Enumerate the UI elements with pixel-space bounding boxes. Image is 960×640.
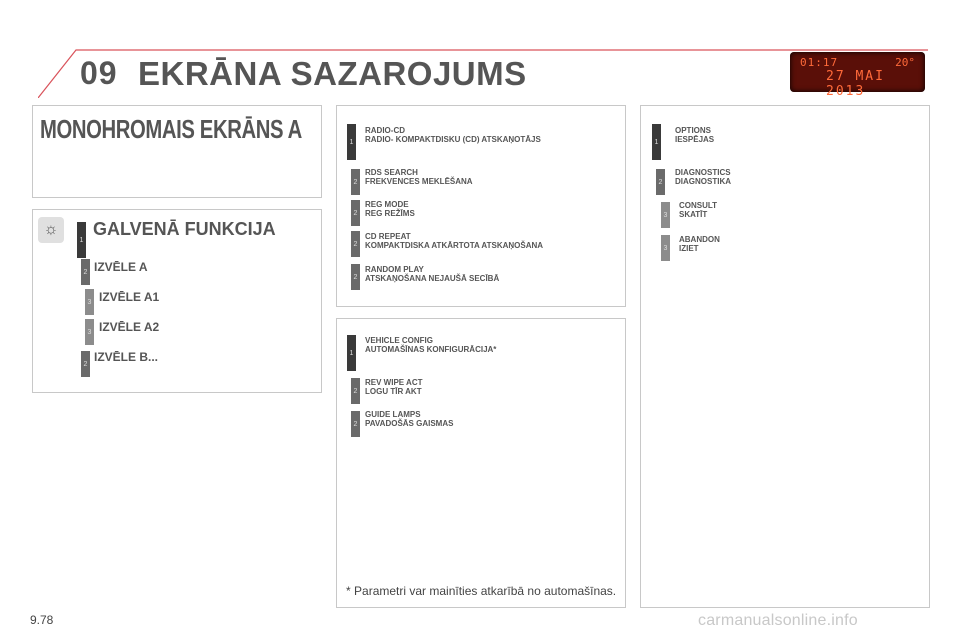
- menu-item-line1: RADIO-CD: [365, 126, 405, 135]
- light-bulb-icon: ☼: [38, 217, 64, 243]
- menu-item-line1: REG MODE: [365, 200, 409, 209]
- menu-item-line1: REV WIPE ACT: [365, 378, 423, 387]
- footnote-text: Parametri var mainīties atkarībā no automašīnas.: [354, 584, 617, 598]
- footnote: [346, 584, 616, 598]
- level-tab: 3: [85, 319, 94, 345]
- menu-item-line1: ABANDON: [679, 235, 720, 244]
- level-tab: 2: [351, 200, 360, 226]
- legend-main-function: GALVENĀ FUNKCIJA: [93, 219, 276, 239]
- level-tab: 2: [351, 411, 360, 437]
- menu-item-line2: DIAGNOSTIKA: [675, 177, 731, 186]
- menu-item-line2: FREKVENCES MEKLĒŠANA: [365, 177, 473, 186]
- level-tab: 2: [351, 169, 360, 195]
- menu-item-line2: ATSKAŅOŠANA NEJAUŠĀ SECĪBĀ: [365, 274, 500, 283]
- menu-item-line2: RADIO- KOMPAKTDISKU (CD) ATSKAŅOTĀJS: [365, 135, 541, 144]
- menu-item-line1: RDS SEARCH: [365, 168, 418, 177]
- legend-item: IZVĒLE A1: [99, 290, 160, 304]
- level-tab: 2: [351, 264, 360, 290]
- menu-item-line1: DIAGNOSTICS: [675, 168, 731, 177]
- chapter-number: 09: [80, 55, 118, 91]
- menu-item-line2: IESPĒJAS: [675, 135, 715, 144]
- display-time: 01:17: [800, 56, 839, 69]
- menu-item-line2: KOMPAKTDISKA ATKĀRTOTA ATSKAŅOŠANA: [365, 241, 544, 250]
- page-number: 9.78: [30, 613, 54, 627]
- level-tab: 3: [85, 289, 94, 315]
- menu-item-line2: IZIET: [679, 244, 699, 253]
- watermark: carmanualsonline.info: [698, 612, 858, 629]
- menu-item-line1: VEHICLE CONFIG: [365, 336, 434, 345]
- level-tab: 1: [77, 222, 86, 258]
- menu-item-line1: CD REPEAT: [365, 232, 411, 241]
- menu-item-line1: RANDOM PLAY: [365, 265, 424, 274]
- menu-item-line2: LOGU TĪR AKT: [365, 387, 422, 396]
- menu-item-line2: REG REŽĪMS: [365, 209, 415, 218]
- level-tab: 2: [351, 231, 360, 257]
- menu-item-line1: OPTIONS: [675, 126, 712, 135]
- footnote-star: *: [346, 584, 351, 598]
- menu-item-line2: PAVADOŠĀS GAISMAS: [365, 419, 454, 428]
- display-temperature: 20°: [895, 56, 915, 69]
- level-tab: 3: [661, 235, 670, 261]
- menu-item-line1: GUIDE LAMPS: [365, 410, 421, 419]
- level-tab: 2: [656, 169, 665, 195]
- level-tab: 1: [652, 124, 661, 160]
- menu-item-line1: CONSULT: [679, 201, 718, 210]
- level-tab: 2: [81, 351, 90, 377]
- menu-item-line2: SKATĪT: [679, 210, 708, 219]
- menu-item-line2: AUTOMAŠĪNAS KONFIGURĀCIJA*: [365, 345, 497, 354]
- legend-item: IZVĒLE A: [94, 260, 148, 274]
- level-tab: 2: [351, 378, 360, 404]
- level-tab: 1: [347, 124, 356, 160]
- monochrome-display-image: [790, 52, 925, 99]
- page-title: EKRĀNA SAZAROJUMS: [138, 55, 527, 92]
- level-tab: 2: [81, 259, 90, 285]
- legend-item: IZVĒLE B...: [94, 350, 159, 364]
- level-tab: 3: [661, 202, 670, 228]
- legend-item: IZVĒLE A2: [99, 320, 160, 334]
- level-tab: 1: [347, 335, 356, 371]
- display-date: 27 MAI 2013: [826, 69, 885, 99]
- vehicle-menu-panel: [336, 318, 626, 608]
- screen-type-heading: MONOHROMAIS EKRĀNS A: [40, 114, 302, 144]
